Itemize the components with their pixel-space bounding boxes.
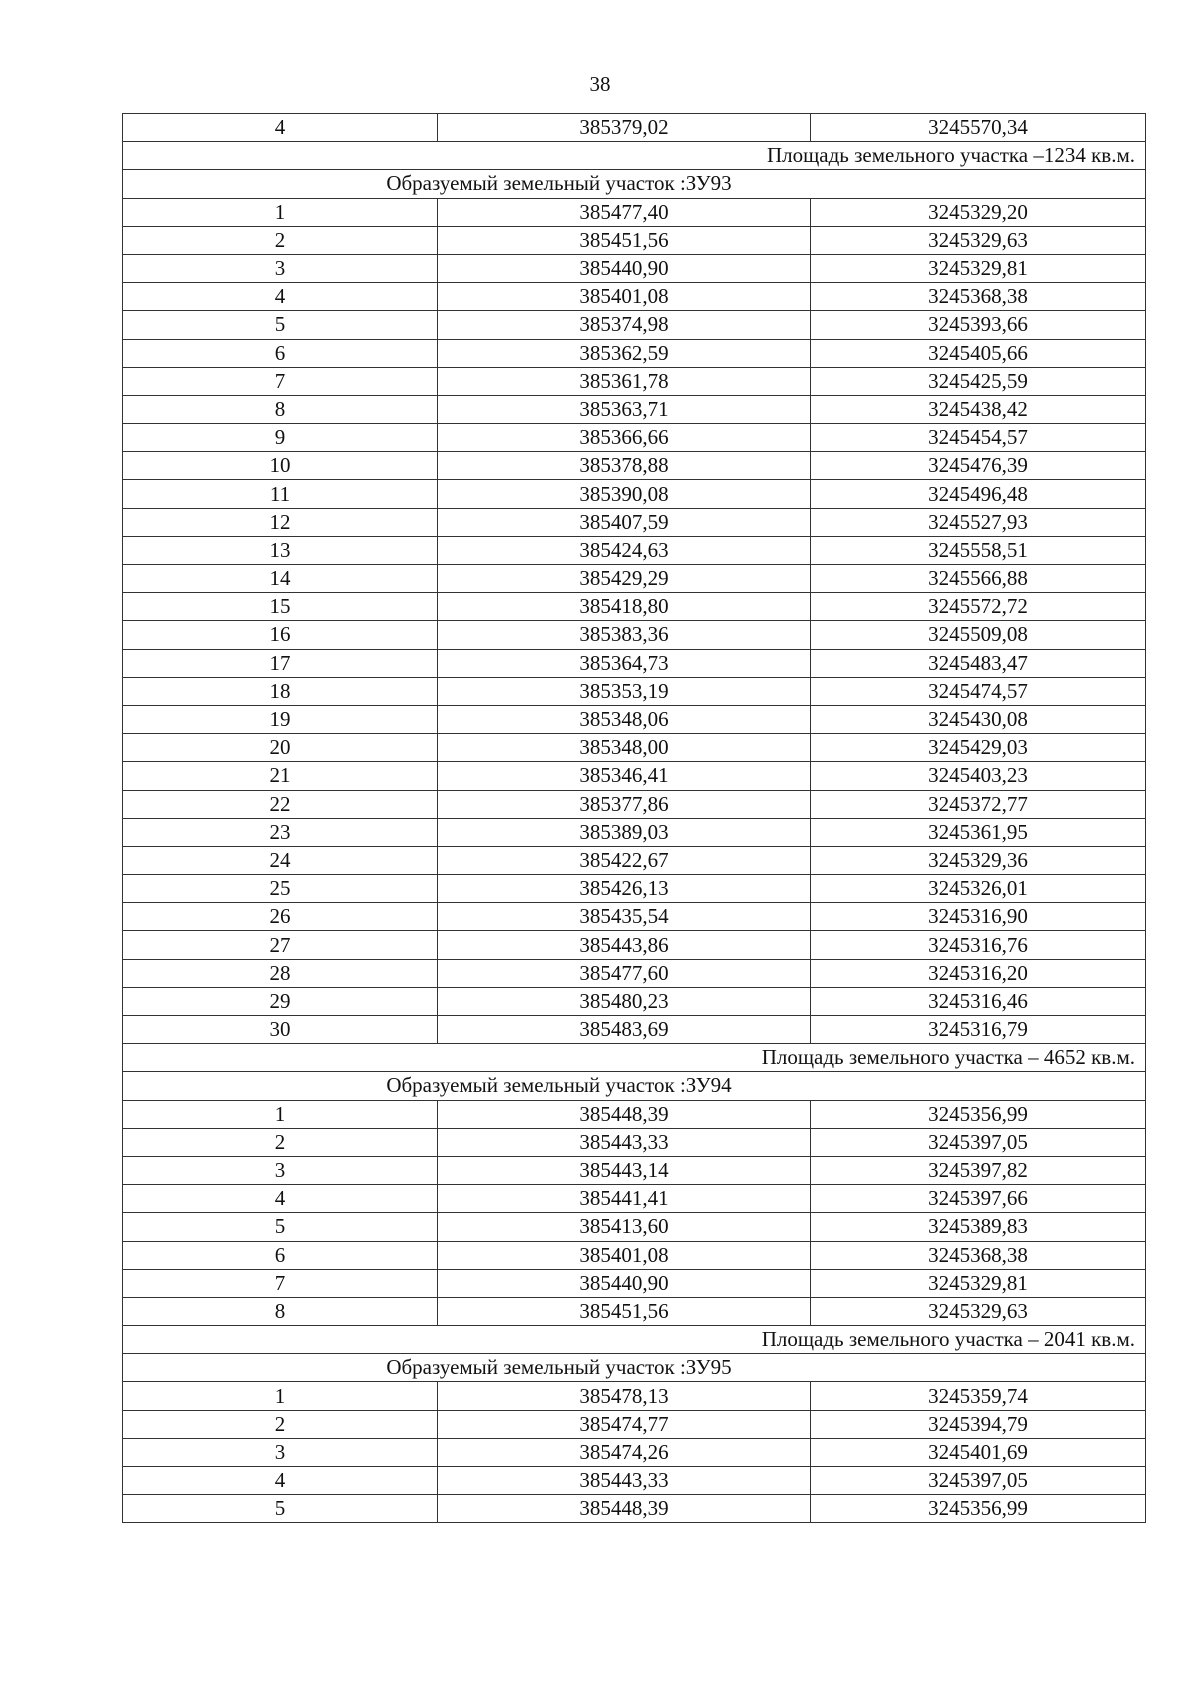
x-coordinate-cell: 385451,56	[438, 226, 811, 254]
x-coordinate-cell: 385429,29	[438, 565, 811, 593]
point-number-cell: 20	[123, 734, 438, 762]
table-row	[123, 1410, 1146, 1438]
point-number-cell: 16	[123, 621, 438, 649]
table-row	[123, 734, 1146, 762]
table-row	[123, 1438, 1146, 1466]
point-number-cell: 22	[123, 790, 438, 818]
x-coordinate-cell: 385443,14	[438, 1156, 811, 1184]
y-coordinate-cell: 3245389,83	[811, 1213, 1146, 1241]
point-number-cell: 30	[123, 1016, 438, 1044]
plot-area: Площадь земельного участка – 2041 кв.м.	[123, 1326, 1146, 1354]
table-row	[123, 875, 1146, 903]
table-row	[123, 283, 1146, 311]
y-coordinate-cell: 3245316,76	[811, 931, 1146, 959]
x-coordinate-cell: 385389,03	[438, 818, 811, 846]
table-row	[123, 649, 1146, 677]
x-coordinate-cell: 385478,13	[438, 1382, 811, 1410]
plot-title: Образуемый земельный участок :ЗУ94	[123, 1072, 1146, 1100]
table-row	[123, 1495, 1146, 1523]
table-row	[123, 621, 1146, 649]
x-coordinate-cell: 385443,33	[438, 1128, 811, 1156]
y-coordinate-cell: 3245454,57	[811, 424, 1146, 452]
x-coordinate-cell: 385440,90	[438, 1269, 811, 1297]
y-coordinate-cell: 3245509,08	[811, 621, 1146, 649]
point-number-cell: 25	[123, 875, 438, 903]
page-number: 38	[589, 72, 611, 96]
point-number-cell: 1	[123, 1382, 438, 1410]
y-coordinate-cell: 3245429,03	[811, 734, 1146, 762]
x-coordinate-cell: 385377,86	[438, 790, 811, 818]
table-row	[123, 1241, 1146, 1269]
x-coordinate-cell: 385378,88	[438, 452, 811, 480]
x-coordinate-cell: 385366,66	[438, 424, 811, 452]
table-row	[123, 1016, 1146, 1044]
y-coordinate-cell: 3245430,08	[811, 705, 1146, 733]
table-row	[123, 959, 1146, 987]
y-coordinate-cell: 3245397,05	[811, 1467, 1146, 1495]
point-number-cell: 6	[123, 339, 438, 367]
point-number-cell: 27	[123, 931, 438, 959]
table-row	[123, 226, 1146, 254]
point-number-cell: 2	[123, 1128, 438, 1156]
point-number-cell: 8	[123, 395, 438, 423]
y-coordinate-cell: 3245356,99	[811, 1495, 1146, 1523]
point-number-cell: 2	[123, 226, 438, 254]
x-coordinate-cell: 385474,26	[438, 1438, 811, 1466]
x-coordinate-cell: 385474,77	[438, 1410, 811, 1438]
point-number-cell: 4	[123, 114, 438, 142]
y-coordinate-cell: 3245316,46	[811, 987, 1146, 1015]
plot-title: Образуемый земельный участок :ЗУ93	[123, 170, 1146, 198]
y-coordinate-cell: 3245566,88	[811, 565, 1146, 593]
x-coordinate-cell: 385480,23	[438, 987, 811, 1015]
point-number-cell: 3	[123, 1438, 438, 1466]
y-coordinate-cell: 3245572,72	[811, 593, 1146, 621]
table-row	[123, 565, 1146, 593]
table-row	[123, 762, 1146, 790]
x-coordinate-cell: 385407,59	[438, 508, 811, 536]
point-number-cell: 2	[123, 1410, 438, 1438]
coordinates-table	[122, 113, 1146, 1523]
y-coordinate-cell: 3245476,39	[811, 452, 1146, 480]
table-row	[123, 818, 1146, 846]
y-coordinate-cell: 3245329,63	[811, 1297, 1146, 1325]
point-number-cell: 4	[123, 283, 438, 311]
plot-area: Площадь земельного участка –1234 кв.м.	[123, 142, 1146, 170]
x-coordinate-cell: 385448,39	[438, 1100, 811, 1128]
table-row	[123, 480, 1146, 508]
point-number-cell: 14	[123, 565, 438, 593]
point-number-cell: 15	[123, 593, 438, 621]
point-number-cell: 1	[123, 1100, 438, 1128]
point-number-cell: 9	[123, 424, 438, 452]
plot-area-row	[123, 142, 1146, 170]
x-coordinate-cell: 385348,06	[438, 705, 811, 733]
table-row	[123, 114, 1146, 142]
point-number-cell: 8	[123, 1297, 438, 1325]
x-coordinate-cell: 385363,71	[438, 395, 811, 423]
point-number-cell: 11	[123, 480, 438, 508]
point-number-cell: 18	[123, 677, 438, 705]
y-coordinate-cell: 3245329,81	[811, 1269, 1146, 1297]
y-coordinate-cell: 3245329,20	[811, 198, 1146, 226]
point-number-cell: 1	[123, 198, 438, 226]
plot-area-row	[123, 1044, 1146, 1072]
y-coordinate-cell: 3245483,47	[811, 649, 1146, 677]
point-number-cell: 5	[123, 1495, 438, 1523]
x-coordinate-cell: 385390,08	[438, 480, 811, 508]
x-coordinate-cell: 385451,56	[438, 1297, 811, 1325]
table-row	[123, 903, 1146, 931]
point-number-cell: 4	[123, 1185, 438, 1213]
table-row	[123, 1382, 1146, 1410]
x-coordinate-cell: 385443,33	[438, 1467, 811, 1495]
point-number-cell: 7	[123, 367, 438, 395]
y-coordinate-cell: 3245316,90	[811, 903, 1146, 931]
table-row	[123, 1213, 1146, 1241]
point-number-cell: 29	[123, 987, 438, 1015]
plot-header-row	[123, 170, 1146, 198]
y-coordinate-cell: 3245316,20	[811, 959, 1146, 987]
y-coordinate-cell: 3245356,99	[811, 1100, 1146, 1128]
point-number-cell: 19	[123, 705, 438, 733]
point-number-cell: 4	[123, 1467, 438, 1495]
y-coordinate-cell: 3245393,66	[811, 311, 1146, 339]
x-coordinate-cell: 385477,60	[438, 959, 811, 987]
y-coordinate-cell: 3245361,95	[811, 818, 1146, 846]
x-coordinate-cell: 385483,69	[438, 1016, 811, 1044]
table-row	[123, 395, 1146, 423]
table-row	[123, 452, 1146, 480]
x-coordinate-cell: 385441,41	[438, 1185, 811, 1213]
y-coordinate-cell: 3245329,81	[811, 254, 1146, 282]
y-coordinate-cell: 3245368,38	[811, 283, 1146, 311]
y-coordinate-cell: 3245397,05	[811, 1128, 1146, 1156]
table-row	[123, 424, 1146, 452]
y-coordinate-cell: 3245316,79	[811, 1016, 1146, 1044]
x-coordinate-cell: 385443,86	[438, 931, 811, 959]
x-coordinate-cell: 385361,78	[438, 367, 811, 395]
table-row	[123, 1156, 1146, 1184]
table-row	[123, 1185, 1146, 1213]
x-coordinate-cell: 385440,90	[438, 254, 811, 282]
y-coordinate-cell: 3245329,63	[811, 226, 1146, 254]
x-coordinate-cell: 385362,59	[438, 339, 811, 367]
table-row	[123, 790, 1146, 818]
point-number-cell: 21	[123, 762, 438, 790]
table-row	[123, 367, 1146, 395]
point-number-cell: 10	[123, 452, 438, 480]
point-number-cell: 5	[123, 311, 438, 339]
y-coordinate-cell: 3245403,23	[811, 762, 1146, 790]
table-row	[123, 311, 1146, 339]
table-row	[123, 339, 1146, 367]
y-coordinate-cell: 3245405,66	[811, 339, 1146, 367]
y-coordinate-cell: 3245474,57	[811, 677, 1146, 705]
table-row	[123, 508, 1146, 536]
x-coordinate-cell: 385477,40	[438, 198, 811, 226]
table-row	[123, 705, 1146, 733]
plot-area-row	[123, 1326, 1146, 1354]
y-coordinate-cell: 3245397,66	[811, 1185, 1146, 1213]
point-number-cell: 28	[123, 959, 438, 987]
x-coordinate-cell: 385448,39	[438, 1495, 811, 1523]
x-coordinate-cell: 385364,73	[438, 649, 811, 677]
y-coordinate-cell: 3245326,01	[811, 875, 1146, 903]
x-coordinate-cell: 385435,54	[438, 903, 811, 931]
table-row	[123, 536, 1146, 564]
y-coordinate-cell: 3245372,77	[811, 790, 1146, 818]
y-coordinate-cell: 3245570,34	[811, 114, 1146, 142]
x-coordinate-cell: 385383,36	[438, 621, 811, 649]
x-coordinate-cell: 385413,60	[438, 1213, 811, 1241]
plot-header-row	[123, 1072, 1146, 1100]
x-coordinate-cell: 385424,63	[438, 536, 811, 564]
y-coordinate-cell: 3245397,82	[811, 1156, 1146, 1184]
y-coordinate-cell: 3245425,59	[811, 367, 1146, 395]
table-row	[123, 593, 1146, 621]
point-number-cell: 13	[123, 536, 438, 564]
x-coordinate-cell: 385422,67	[438, 846, 811, 874]
y-coordinate-cell: 3245368,38	[811, 1241, 1146, 1269]
plot-area: Площадь земельного участка – 4652 кв.м.	[123, 1044, 1146, 1072]
table-row	[123, 931, 1146, 959]
x-coordinate-cell: 385401,08	[438, 283, 811, 311]
y-coordinate-cell: 3245394,79	[811, 1410, 1146, 1438]
x-coordinate-cell: 385374,98	[438, 311, 811, 339]
plot-header-row	[123, 1354, 1146, 1382]
point-number-cell: 17	[123, 649, 438, 677]
coordinates-table-body	[123, 114, 1146, 1523]
point-number-cell: 23	[123, 818, 438, 846]
table-row	[123, 1297, 1146, 1325]
table-row	[123, 254, 1146, 282]
point-number-cell: 5	[123, 1213, 438, 1241]
x-coordinate-cell: 385353,19	[438, 677, 811, 705]
point-number-cell: 7	[123, 1269, 438, 1297]
table-row	[123, 987, 1146, 1015]
y-coordinate-cell: 3245359,74	[811, 1382, 1146, 1410]
point-number-cell: 26	[123, 903, 438, 931]
table-row	[123, 1269, 1146, 1297]
x-coordinate-cell: 385346,41	[438, 762, 811, 790]
table-row	[123, 1100, 1146, 1128]
point-number-cell: 3	[123, 1156, 438, 1184]
table-row	[123, 198, 1146, 226]
point-number-cell: 6	[123, 1241, 438, 1269]
y-coordinate-cell: 3245496,48	[811, 480, 1146, 508]
y-coordinate-cell: 3245527,93	[811, 508, 1146, 536]
x-coordinate-cell: 385401,08	[438, 1241, 811, 1269]
x-coordinate-cell: 385426,13	[438, 875, 811, 903]
table-row	[123, 1128, 1146, 1156]
point-number-cell: 24	[123, 846, 438, 874]
point-number-cell: 3	[123, 254, 438, 282]
table-row	[123, 677, 1146, 705]
x-coordinate-cell: 385348,00	[438, 734, 811, 762]
table-row	[123, 846, 1146, 874]
y-coordinate-cell: 3245401,69	[811, 1438, 1146, 1466]
x-coordinate-cell: 385418,80	[438, 593, 811, 621]
table-row	[123, 1467, 1146, 1495]
plot-title: Образуемый земельный участок :ЗУ95	[123, 1354, 1146, 1382]
x-coordinate-cell: 385379,02	[438, 114, 811, 142]
y-coordinate-cell: 3245329,36	[811, 846, 1146, 874]
y-coordinate-cell: 3245558,51	[811, 536, 1146, 564]
y-coordinate-cell: 3245438,42	[811, 395, 1146, 423]
point-number-cell: 12	[123, 508, 438, 536]
